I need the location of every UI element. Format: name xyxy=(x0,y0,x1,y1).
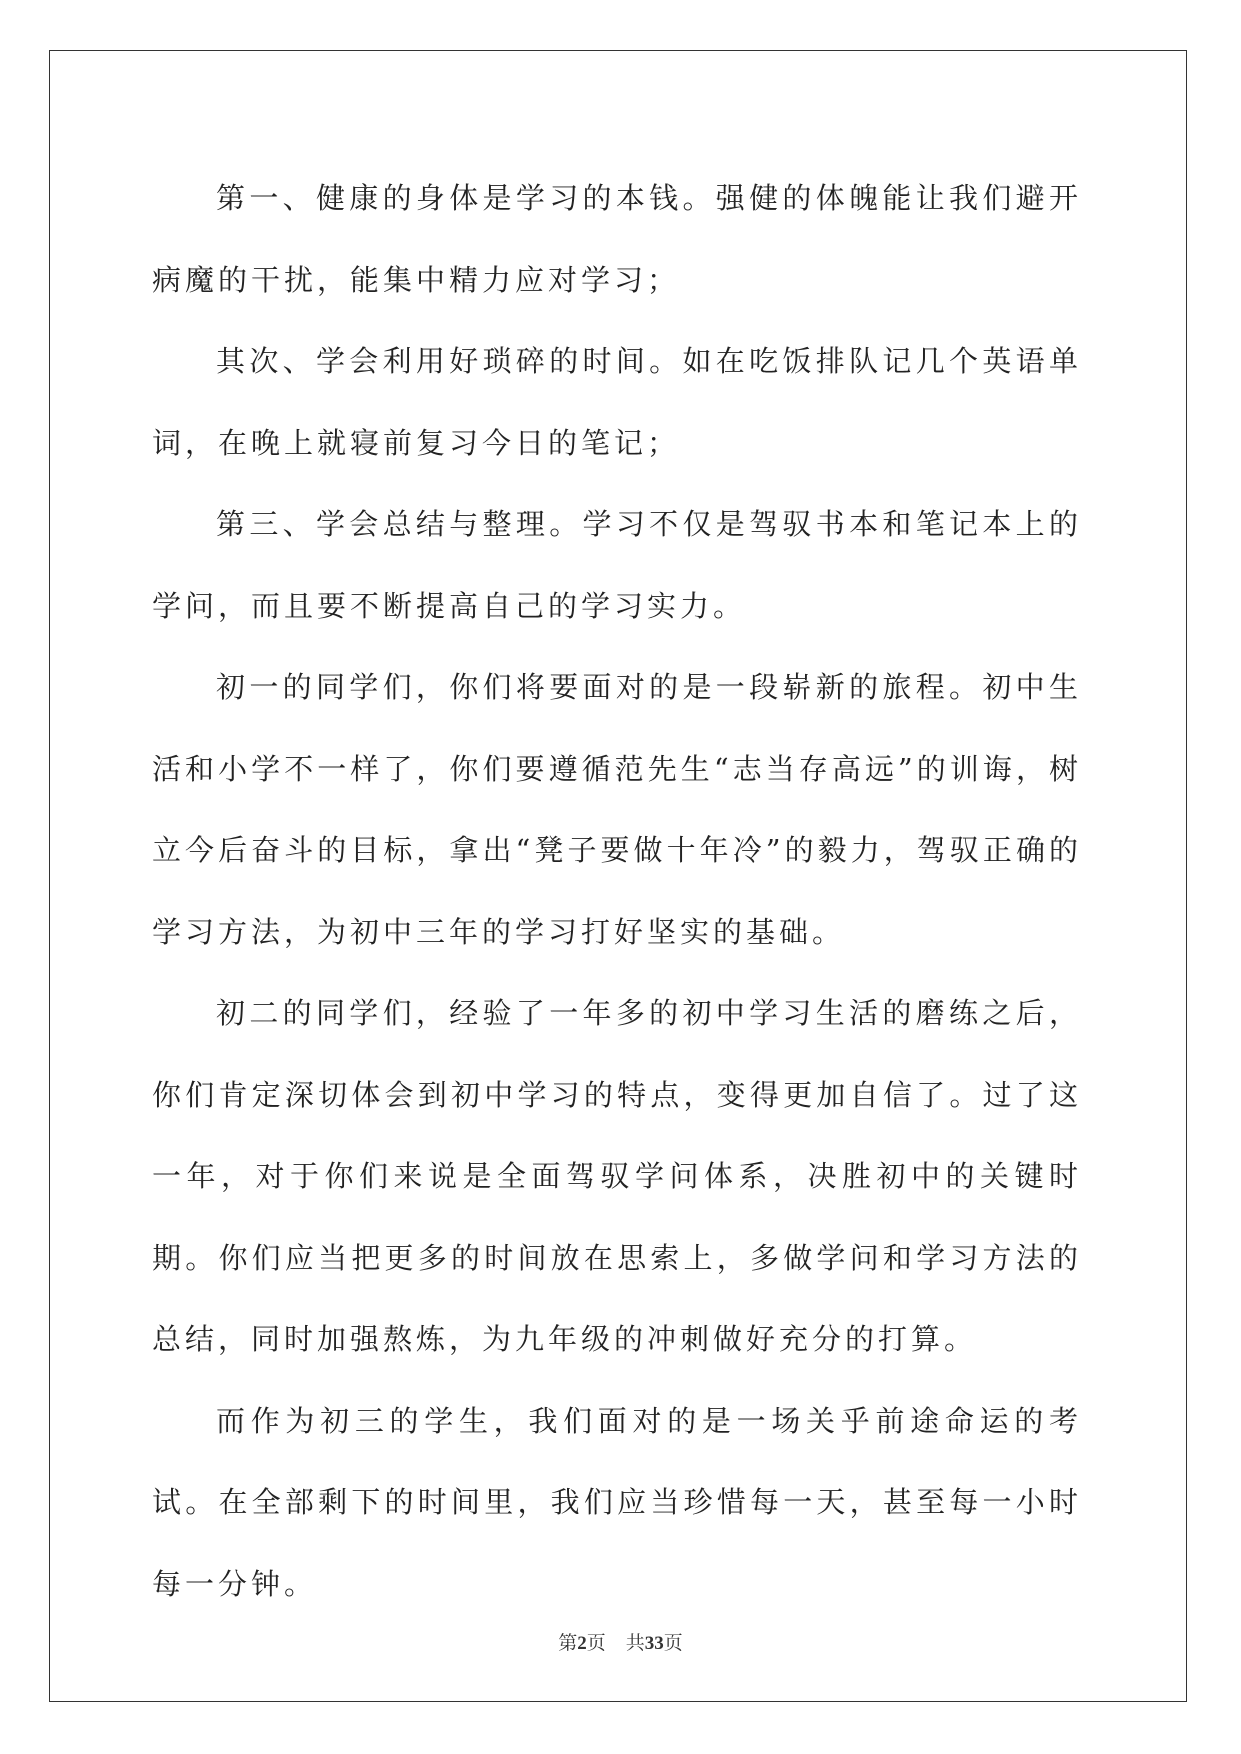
total-suffix: 页 xyxy=(663,1632,683,1654)
paragraph-2: 其次、学会利用好琐碎的时间。如在吃饭排队记几个英语单词，在晚上就寝前复习今日的笔记； xyxy=(152,344,1082,460)
page-suffix: 页 xyxy=(586,1632,606,1654)
paragraph-1: 第一、健康的身体是学习的本钱。强健的体魄能让我们避开病魔的干扰，能集中精力应对学习； xyxy=(152,181,1082,297)
total-prefix: 共 xyxy=(625,1632,645,1654)
total-pages: 33 xyxy=(644,1633,664,1654)
paragraph-5: 初二的同学们，经验了一年多的初中学习生活的磨练之后，你们肯定深切体会到初中学习的特点，变得更加自信了。过了这一年，对于你们来说是全面驾驭学问体系，决胜初中的关键时期。你们应当把更多的时间放在思索上，多做学问和学习方法的总结，同时加强熬炼，为九年级的冲刺做好充分的打算。 xyxy=(152,996,1082,1356)
paragraph-6: 而作为初三的学生，我们面对的是一场关乎前途命运的考试。在全部剩下的时间里，我们应当珍惜每一天，甚至每一小时每一分钟。 xyxy=(152,1403,1082,1601)
paragraph-4: 初一的同学们，你们将要面对的是一段崭新的旅程。初中生活和小学不一样了，你们要遵循范先生“志当存高远”的训诲，树立今后奋斗的目标，拿出“凳子要做十年冷”的毅力，驾驭正确的学习方法，为初中三年的学习打好坚实的基础。 xyxy=(152,670,1082,949)
document-body xyxy=(152,158,1082,1625)
page-footer xyxy=(0,1628,1241,1655)
page-number: 2 xyxy=(577,1633,587,1654)
page-prefix: 第 xyxy=(558,1632,578,1654)
paragraph-3: 第三、学会总结与整理。学习不仅是驾驭书本和笔记本上的学问，而且要不断提高自己的学习实力。 xyxy=(152,507,1082,623)
